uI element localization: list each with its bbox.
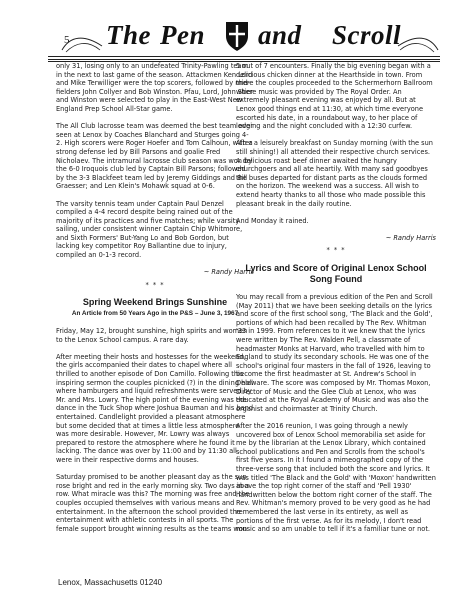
left-paragraph: The varsity tennis team under Captain Paul Denzel compiled a 4-4 record despite being rained out of the majority of its practices and five matches; while varsity sailing, under consistent winner Captain Chip Whitmore, and Sixth Formers' But-Yang Lo and Bob Gordon, but lacking key competitor Roy Ballantine due to injury, compiled an 0-1-3 record. — [56, 199, 243, 260]
title-word-and: and — [258, 20, 302, 50]
article-title-spring-weekend: Spring Weekend Brings Sunshine — [82, 297, 228, 308]
left-section-divider: * * * — [145, 280, 165, 289]
left-signature: ~ Randy Harris — [203, 268, 254, 277]
left-paragraph: only 31, losing only to an undefeated Trinity-Pawling team in the next to last game of the season. Attackmen Ken Lord and Mike Terwilliger were the top scorers, followed by mid-fielders John Collyer and Bob Winston. Pfau, Lord, John Stier and Winston were selected to play in the East-West New England Prep School All-Star game. — [56, 62, 254, 113]
right-paragraph: 5 out of 7 encounters. Finally the big evening began with a delicious chicken dinner at the Hearthside in town. From there the couples proceeded to the Schermerhorn Ballroom where music was provided by The Royal Order. An extremely pleasant evening was enjoyed by all. But at Lenox good things end at 11:30, at which time everyone escorted his date, in a roundabout way, to her place of lodging and the night concluded with a 12:30 curfew. — [236, 62, 433, 131]
right-paragraph: And Monday it rained. — [236, 216, 309, 225]
right-paragraph: After a leisurely breakfast on Sunday morning (with the sun still shining!) all attended their respective church services. A delicious roast beef dinner awaited the hungry churchgoers and all ate heartily. With many sad goodbyes the buses departed for distant parts as the clouds formed on the horizon. The weekend was a success. All wish to extend hearty thanks to all those who made possible this pleasant break in the daily routine. — [236, 139, 433, 208]
title-word-pen: Pen — [160, 20, 205, 50]
footer-address: Lenox, Massachusetts 01240 — [58, 578, 163, 587]
article-title-school-song: Lyrics and Score of Original Lenox School Song Found — [245, 263, 427, 285]
masthead-rule — [48, 56, 440, 57]
article-subtitle: An Article from 50 Years Ago in the P&S – June 3, 1967 — [71, 310, 239, 318]
article-paragraph: After meeting their hosts and hostesses for the weekend, the girls accompanied their dates to chapel where all thrilled to another episode of Don Camillo. Following this inspiring sermon the couples picnicked (?) in the dining hall where hamburgers and liquid refreshments were served by Mr. and Mrs. Lowry. The high point of the evening was the dance in the Tuck Shop where Joshua Bauman and his band entertained. Candlelight provided a pleasant atmosphere but some decided that at times a little less atmosphere was more desirable. However, Mr. Lowry was always prepared to restore the atmosphere where he found it lacking. The dance was over by 11:00 and by 11:30 all were in their respective dorms and houses. — [56, 352, 254, 464]
right-section-divider: * * * — [326, 246, 346, 255]
page-number: 5 — [64, 34, 70, 46]
left-column — [56, 62, 254, 542]
swash-ornament-right — [396, 32, 440, 54]
title-word-the: The — [106, 20, 151, 50]
right-signature: ~ Randy Harris — [385, 233, 436, 242]
article-paragraph: Saturday promised to be another pleasant day as the sun rose bright and red in the early morning sky. Two days in a row. What miracle was this? The morning was free and the couples occupied themselves with various means and entertainment. In the afternoon the school provided the entertainment with athletic contests in all sports. The female support brought winning results as the teams won — [56, 473, 250, 533]
left-paragraph: The All Club lacrosse team was deemed the best team ever seen at Lenox by Coaches Blanchard and Sturges going 4-2. High scorers were Roger Hoefer and Tom Calhoun, with a strong defense led by Bill Parsons and goalie Fred Nicholaev. The intramural lacrosse club season was won by the 6-0 Iroquois club led by Captain Bill Parsons; followed by the 3-3 Blackfeet team led by Jeremy Giddings and Bill Graesser; and Len Klein's Mohawk squad at 0-6. — [56, 122, 254, 191]
school-crest-icon — [224, 20, 250, 52]
right-column — [236, 62, 436, 542]
article-paragraph: You may recall from a previous edition of the Pen and Scroll (May 2011) that we have been seeking details on the lyrics and score of the first school song, 'The Black and the Gold', portions of which had been recalled by The Rev. Whitman '33 in 1999. From references to it we knew that the lyrics were written by The Rev. Walden Pell, a classmate of headmaster Monks at Harvard, who travelled with him to England to study its secondary schools. He was one of the school's original four masters in the fall of 1926, leaving to become the first headmaster at St. Andrew's School in Delaware. The score was composed by Mr. Thomas Moxon, Director of Music and the Glee Club at Lenox, who was educated at the Royal Academy of Music and was also the organist and choirmaster at Trinity Church. — [236, 293, 433, 413]
title-word-scroll: Scroll — [332, 20, 402, 50]
swash-ornament-left — [60, 32, 104, 54]
article-paragraph: After the 2016 reunion, I was going through a newly uncovered box of Lenox School memorabilia set aside for me by the librarian at the Lenox Library, which contained school publications and Pen and Scrolls from the school's first five years. In it I found a mimeographed copy of the three-verse song that included both the score and lyrics. It was titled 'The Black and the Gold' with 'Moxon' handwritten above the top right corner of the staff and 'Pell 1930' handwritten below the bottom right corner of the staff. The Rev. Whitman's memory proved to be very good as he had remembered the last verse in its entirety, as well as portions of the first verse. As for its melody, I don't read music and so am unable to tell if it's a familiar tune or not. — [236, 421, 436, 534]
article-paragraph: Friday, May 12, brought sunshine, high spirits and women to the Lenox School campus. A rare day. — [56, 327, 248, 344]
